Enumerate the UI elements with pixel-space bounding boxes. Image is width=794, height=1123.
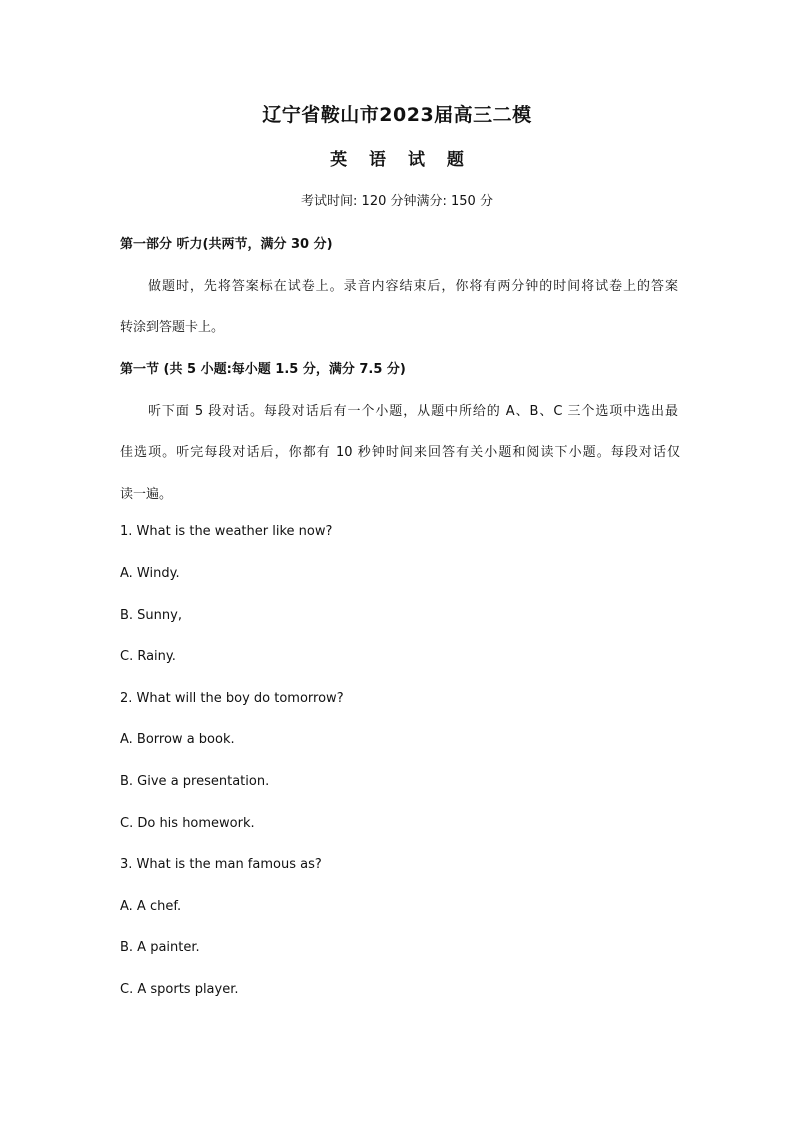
part1-instruction-line2: 转涂到答题卡上。: [120, 320, 225, 335]
question-1-prompt: 1. What is the weather like now?: [120, 524, 333, 539]
part1-heading: 第一部分 听力(共两节，满分 30 分): [120, 237, 333, 252]
question-2-prompt: 2. What will the boy do tomorrow?: [120, 691, 344, 706]
question-3-prompt: 3. What is the man famous as?: [120, 857, 322, 872]
section1-heading: 第一节 (共 5 小题:每小题 1.5 分，满分 7.5 分): [120, 362, 406, 377]
page-subtitle: 英 语 试 题: [330, 150, 472, 170]
question-3-option-a: A. A chef.: [120, 899, 182, 914]
section1-instruction-line1: 听下面 5 段对话。每段对话后有一个小题，从题中所给的 A、B、C 三个选项中选出最: [148, 404, 678, 419]
question-1-option-a: A. Windy.: [120, 566, 180, 581]
part1-instruction-line1: 做题时，先将答案标在试卷上。录音内容结束后，你将有两分钟的时间将试卷上的答案: [148, 279, 678, 294]
question-3-option-b: B. A painter.: [120, 940, 200, 955]
section1-instruction-line3: 读一遍。: [120, 487, 173, 502]
question-1-option-c: C. Rainy.: [120, 649, 176, 664]
exam-info: 考试时间: 120 分钟满分: 150 分: [301, 194, 493, 209]
section1-instruction-line2: 佳选项。听完每段对话后，你都有 10 秒钟时间来回答有关小题和阅读下小题。每段对话仅: [120, 445, 680, 460]
page-title: 辽宁省鞍山市2023届高三二模: [262, 104, 532, 126]
question-1-option-b: B. Sunny,: [120, 608, 182, 623]
question-3-option-c: C. A sports player.: [120, 982, 239, 997]
question-2-option-b: B. Give a presentation.: [120, 774, 270, 789]
question-2-option-c: C. Do his homework.: [120, 816, 255, 831]
question-2-option-a: A. Borrow a book.: [120, 732, 235, 747]
